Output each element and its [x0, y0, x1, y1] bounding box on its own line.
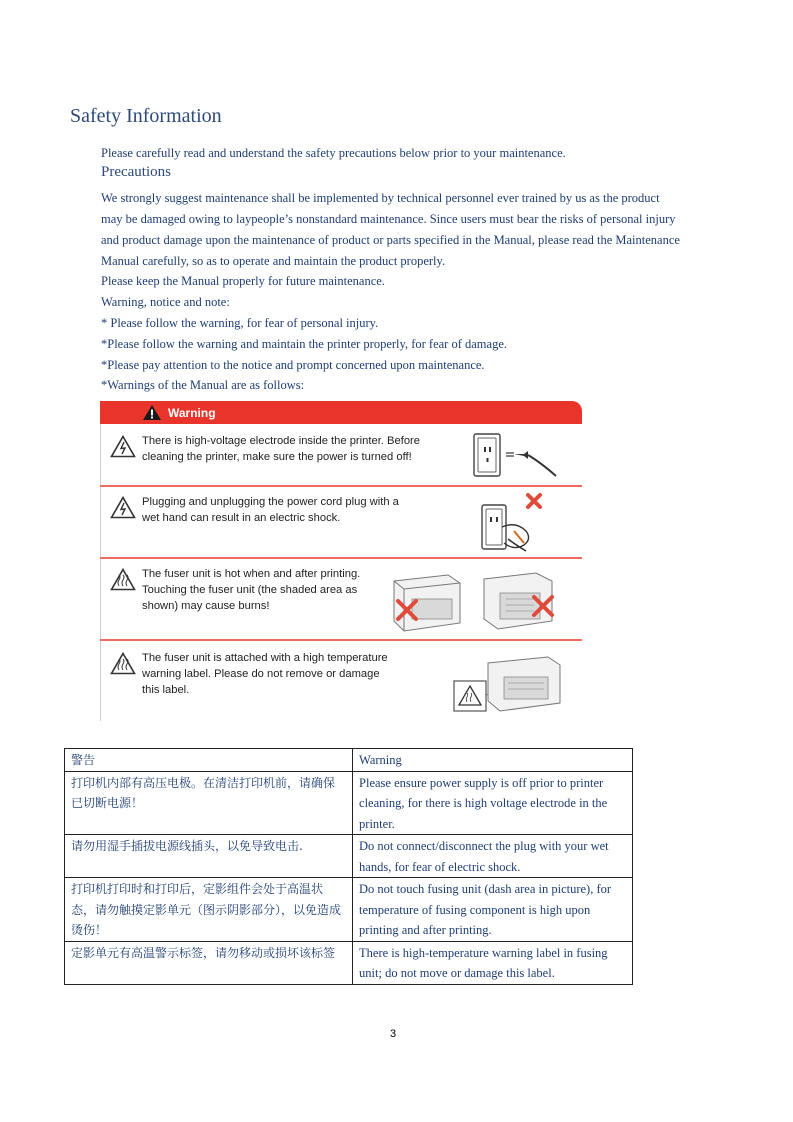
table-cell-cn: 请勿用湿手插拔电源线插头，以免导致电击. — [65, 835, 353, 878]
hot-surface-icon — [110, 568, 136, 591]
table-row — [65, 771, 633, 835]
warning-text: Plugging and unplugging the power cord plug with a wet hand can result in an electric shock. — [142, 496, 399, 524]
warning-header — [100, 401, 582, 424]
printer-open-fuser-icon — [388, 567, 466, 637]
bullet-item: * Please follow the warning, for fear of personal injury. — [101, 316, 379, 330]
warning-text: There is high-voltage electrode inside the printer. Before cleaning the printer, make sure the power is turned off! — [142, 435, 420, 463]
electric-hazard-icon — [110, 435, 136, 458]
electric-hazard-icon — [110, 496, 136, 519]
paragraph-line: Manual carefully, so as to operate and maintain the product properly. — [101, 254, 446, 268]
table-cell-cn: 打印机内部有高压电极。在清洁打印机前，请确保已切断电源！ — [65, 771, 353, 835]
warning-text: The fuser unit is hot when and after printing. Touching the fuser unit (the shaded area as shown) may cause burns! — [142, 568, 361, 612]
bullet-item: *Warnings of the Manual are as follows: — [101, 378, 305, 392]
table-header-row — [65, 749, 633, 772]
warning-table — [64, 748, 633, 985]
table-row — [65, 835, 633, 878]
table-cell-cn: 定影单元有高温警示标签，请勿移动或损坏该标签 — [65, 941, 353, 984]
table-header-cn: 警告 — [65, 749, 353, 772]
page-title: Safety Information — [70, 105, 222, 127]
paragraph-line: We strongly suggest maintenance shall be implemented by technical personnel ever trained by us as the product — [101, 191, 660, 205]
warning-row-fuser-hot — [100, 559, 582, 641]
warning-row-fuser-label — [100, 641, 582, 721]
table-header-en: Warning — [353, 749, 633, 772]
keep-manual-text: Please keep the Manual properly for future maintenance. — [101, 274, 385, 288]
precautions-heading: Precautions — [101, 164, 171, 180]
warning-header-label: Warning — [168, 406, 216, 420]
table-cell-en: Please ensure power supply is off prior to printer cleaning, for there is high voltage electrode in the printer. — [353, 771, 633, 835]
warning-row-wet-hands — [100, 487, 582, 559]
bullet-item: *Please pay attention to the notice and prompt concerned upon maintenance. — [101, 358, 485, 372]
warning-text: The fuser unit is attached with a high temperature warning label. Please do not remove or damage this label. — [142, 652, 388, 696]
page-number: 3 — [390, 1028, 397, 1040]
warning-row-high-voltage — [100, 424, 582, 487]
bullet-item: *Please follow the warning and maintain the printer properly, for fear of damage. — [101, 337, 507, 351]
table-cell-en: Do not connect/disconnect the plug with your wet hands, for fear of electric shock. — [353, 835, 633, 878]
warning-figure — [100, 401, 582, 721]
table-cell-en: Do not touch fusing unit (dash area in picture), for temperature of fusing component is high upon printing and after printing. — [353, 878, 633, 942]
printer-warning-label-icon — [452, 655, 564, 721]
wall-outlet-unplug-icon — [470, 430, 560, 482]
hot-surface-icon — [110, 652, 136, 675]
intro-text: Please carefully read and understand the safety precautions below prior to your maintenance. — [101, 146, 566, 160]
warning-triangle-icon — [142, 404, 162, 421]
table-cell-en: There is high-temperature warning label in fusing unit; do not move or damage this label. — [353, 941, 633, 984]
printer-open-fuser-icon — [478, 567, 562, 637]
table-row — [65, 941, 633, 984]
paragraph-line: and product damage upon the maintenance of product or parts specified in the Manual, please read the Maintenance — [101, 233, 680, 247]
table-row — [65, 878, 633, 942]
table-cell-cn: 打印机打印时和打印后，定影组件会处于高温状态，请勿触摸定影单元（图示阴影部分），以免造成烫伤！ — [65, 878, 353, 942]
warning-notice-text: Warning, notice and note: — [101, 295, 230, 309]
wet-hand-plug-icon — [478, 491, 558, 555]
paragraph-line: may be damaged owing to laypeople’s nonstandard maintenance. Since users must bear the risks of personal injury — [101, 212, 676, 226]
